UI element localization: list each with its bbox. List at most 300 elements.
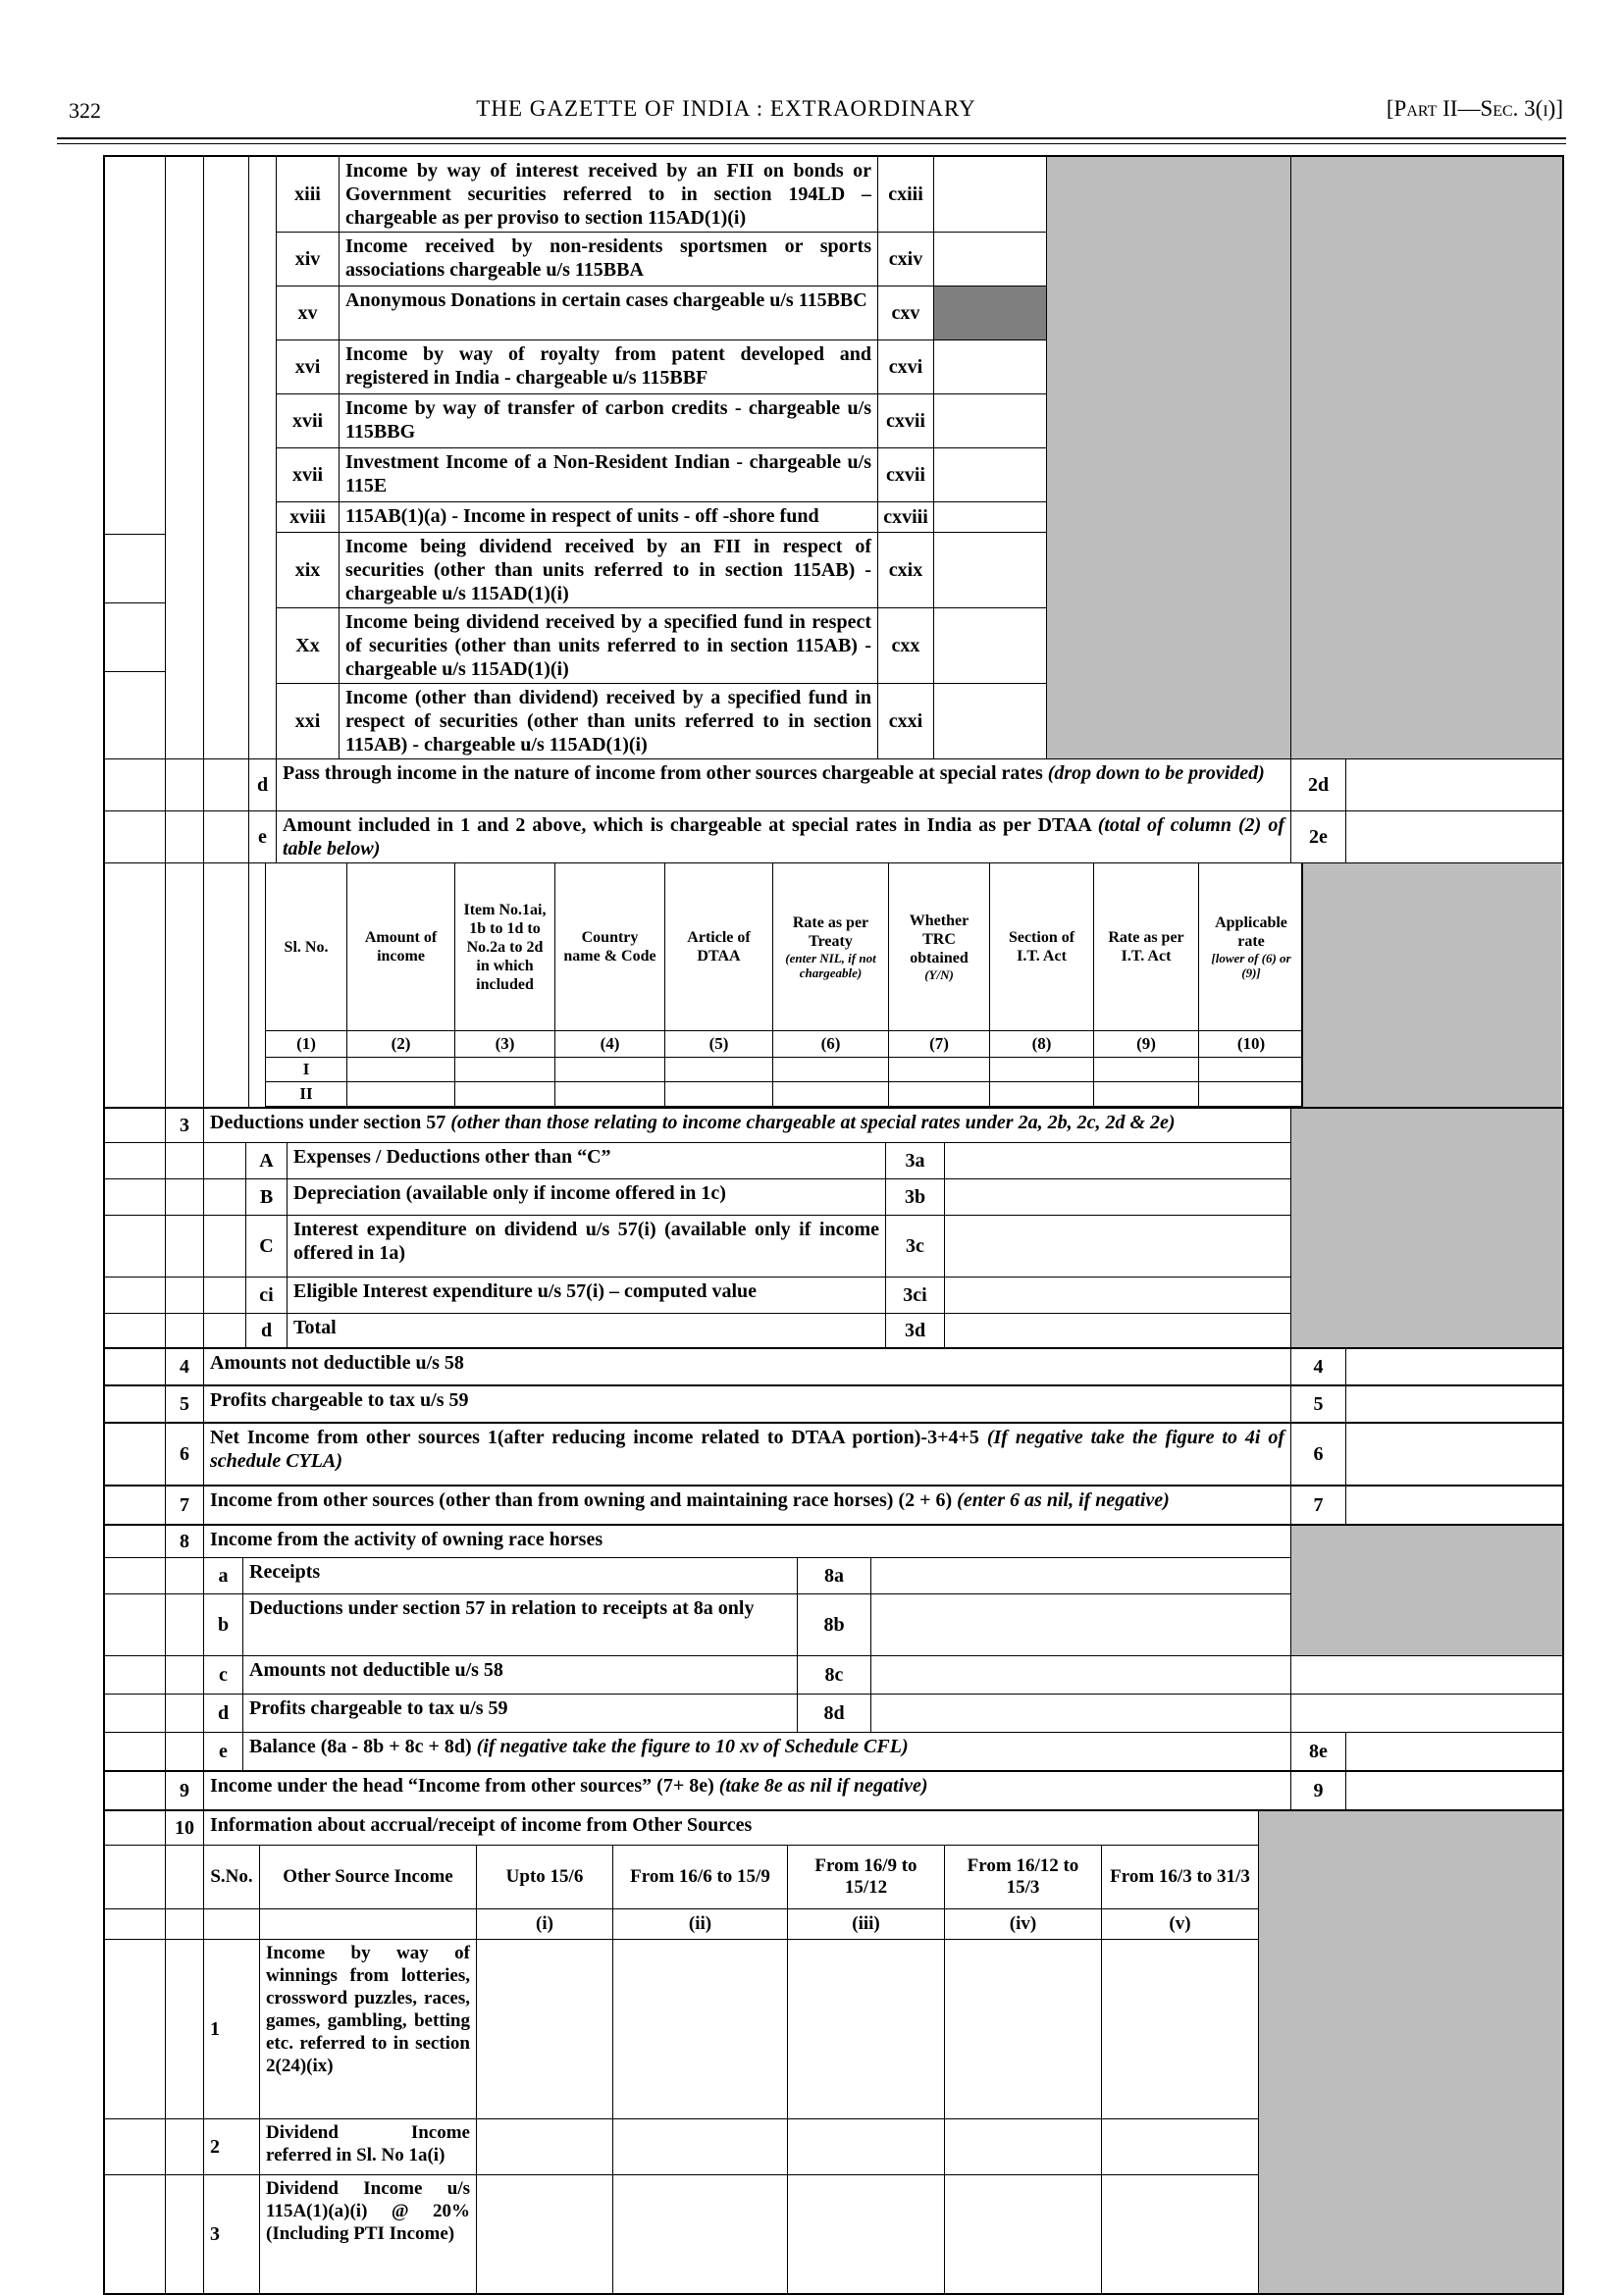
row-code: cxiii (877, 157, 933, 232)
rail-column (203, 1143, 245, 1178)
accrual-col-index: (v) (1101, 1909, 1258, 1939)
accrual-header-row (105, 1845, 1258, 1908)
income-row-xvi (277, 339, 1046, 393)
accrual-col-index: (iv) (944, 1909, 1101, 1939)
row-3c (105, 1215, 1290, 1277)
row-value-cell (933, 340, 1046, 393)
row-value-cell (1345, 811, 1562, 862)
accrual-subheader-row (105, 1908, 1258, 1939)
rail-column (203, 157, 248, 758)
entry-cell (772, 1058, 888, 1081)
dtaa-col-header (772, 863, 888, 1030)
dtaa-col-header (664, 863, 772, 1030)
row-text: Income under the head “Income from other sources” (7+ 8e) (210, 1775, 714, 1797)
outer-margin-column (105, 1143, 165, 1178)
row-description (203, 1349, 1290, 1384)
row-value-cell-shaded (933, 287, 1046, 339)
row-value-cell (870, 1558, 1290, 1593)
outer-margin-column (105, 759, 165, 810)
entry-cell (1198, 1082, 1302, 1106)
section-3-header (105, 1109, 1290, 1142)
outer-margin-column (105, 1216, 165, 1277)
row-label: ci (245, 1278, 287, 1313)
row-description: 115AB(1)(a) - Income in respect of units - off -shore fund (339, 502, 877, 532)
section-title-note: (other than those relating to income chargeable at special rates under 2a, 2b, 2c, 2d & 2e) (450, 1112, 1176, 1133)
col-number: (10) (1198, 1031, 1302, 1057)
accrual-value-cell (476, 2119, 612, 2174)
rail-column (165, 2119, 203, 2174)
accrual-col-header: From 16/6 to 15/9 (612, 1846, 787, 1908)
col-number: (7) (888, 1031, 989, 1057)
row-code: cxv (877, 287, 933, 339)
rail-column (203, 1179, 245, 1215)
dtaa-col-header (454, 863, 554, 1030)
row-value-cell (1345, 1386, 1562, 1422)
row-description (203, 1487, 1290, 1524)
dtaa-entry-row-1 (266, 1057, 1301, 1081)
accrual-col-header: Other Source Income (259, 1846, 476, 1908)
accrual-value-cell (944, 2175, 1101, 2293)
row-value-cell (944, 1216, 1290, 1277)
row-code: 4 (1290, 1349, 1345, 1384)
row-value-cell (1290, 1656, 1562, 1694)
row-description: Dividend Income referred in Sl. No 1a(i) (259, 2119, 476, 2174)
row-code: cxvi (877, 340, 933, 393)
row-text: Net Income from other sources 1(after reducing income related to DTAA portion)-3+4+5 (210, 1427, 979, 1448)
row-label: xxi (294, 709, 321, 732)
accrual-col-index: (i) (476, 1909, 612, 1939)
row-label: d (245, 1314, 287, 1347)
rail-column (165, 1216, 203, 1277)
outer-margin-column (105, 2119, 165, 2174)
rail-column (165, 1656, 203, 1694)
col-number: (9) (1093, 1031, 1198, 1057)
outer-margin-column (105, 1349, 165, 1384)
rail-column (165, 1909, 203, 1939)
row-value-cell (870, 1695, 1290, 1732)
row-4 (105, 1347, 1562, 1384)
accrual-row-3 (105, 2174, 1258, 2293)
row-value-cell (933, 157, 1046, 232)
row-label: b (203, 1594, 242, 1655)
row-description: Eligible Interest expenditure u/s 57(i) – computed value (287, 1278, 885, 1313)
row-description: Amounts not deductible u/s 58 (242, 1656, 797, 1694)
schedule-os-form-table (103, 155, 1564, 2295)
entry-cell (664, 1082, 772, 1106)
shaded-block-divider (1047, 157, 1291, 758)
row-label: xv (297, 301, 318, 324)
row-value-cell (944, 1278, 1290, 1313)
row-code: 8c (797, 1656, 870, 1694)
row-label: a (203, 1558, 242, 1593)
rail-column (165, 811, 203, 862)
entry-cell (454, 1082, 554, 1106)
row-8b (105, 1593, 1290, 1655)
entry-cell (888, 1058, 989, 1081)
entry-cell (454, 1058, 554, 1081)
row-text: Profits chargeable to tax u/s 59 (210, 1389, 469, 1411)
accrual-col-header: S.No. (203, 1846, 259, 1908)
rail-column (165, 1314, 203, 1347)
section-8-rows (105, 1526, 1290, 1655)
row-description: Interest expenditure on dividend u/s 57(i) (available only if income offered in 1a) (287, 1216, 885, 1277)
col-number: (1) (296, 1034, 316, 1053)
row-text: Amount included in 1 and 2 above, which is chargeable at special rates in India as per DTAA (283, 814, 1091, 836)
rail-column (165, 1733, 203, 1770)
row-description: Income by way of transfer of carbon credits - chargeable u/s 115BBG (339, 394, 877, 447)
col-title: Article of DTAA (687, 929, 751, 965)
row-note: (enter 6 as nil, if negative) (957, 1489, 1170, 1511)
shaded-block (1302, 863, 1561, 1107)
row-value-cell (870, 1594, 1290, 1655)
outer-margin-column (105, 1424, 165, 1485)
income-row-xiii (277, 157, 1046, 232)
row-number: 7 (165, 1487, 203, 1524)
row-code: 8d (797, 1695, 870, 1732)
outer-margin-column (105, 157, 165, 758)
row-label: xvi (294, 355, 321, 378)
shaded-block (1290, 1109, 1562, 1347)
entry-cell (989, 1058, 1093, 1081)
income-row-xix (277, 532, 1046, 607)
section-8-header (105, 1526, 1290, 1557)
row-number: 3 (165, 1109, 203, 1142)
accrual-value-cell (944, 2119, 1101, 2174)
row-code: 8a (797, 1558, 870, 1593)
row-code: 2d (1290, 759, 1345, 810)
outer-margin-column (105, 1109, 165, 1142)
row-value-cell (933, 533, 1046, 607)
accrual-value-cell (944, 1940, 1101, 2118)
row-code: cxx (877, 608, 933, 683)
accrual-value-cell (1101, 2119, 1258, 2174)
section-10-header (105, 1811, 1258, 1845)
outer-margin-column (105, 1487, 165, 1524)
special-income-rows (276, 157, 1046, 758)
dtaa-col-header (1093, 863, 1198, 1030)
accrual-col-header: From 16/3 to 31/3 (1101, 1846, 1258, 1908)
row-8c (105, 1655, 1562, 1694)
row-code: 3ci (885, 1278, 944, 1313)
rail-column (165, 1179, 203, 1215)
accrual-col-index: (ii) (612, 1909, 787, 1939)
rail-column (165, 1594, 203, 1655)
row-description: Total (287, 1314, 885, 1347)
outer-margin-column (105, 811, 165, 862)
income-row-xvii-2 (277, 447, 1046, 501)
row-7 (105, 1485, 1562, 1524)
row-description (276, 811, 1290, 862)
row-description: Dividend Income u/s 115A(1)(a)(i) @ 20% (Including PTI Income) (259, 2175, 476, 2293)
page-number: 322 (69, 98, 101, 123)
col-number: (4) (554, 1031, 664, 1057)
outer-margin-column (105, 1594, 165, 1655)
row-description: Receipts (242, 1558, 797, 1593)
row-description (203, 1772, 1290, 1809)
row-code: cxvii (877, 394, 933, 447)
row-code: 7 (1290, 1487, 1345, 1524)
rail-column (165, 1143, 203, 1178)
row-note: (take 8e as nil if negative) (718, 1775, 928, 1797)
accrual-value-cell (787, 2119, 944, 2174)
row-number: 9 (165, 1772, 203, 1809)
col-number: (3) (454, 1031, 554, 1057)
col-title: Section of I.T. Act (1008, 929, 1075, 965)
entry-cell (1093, 1058, 1198, 1081)
row-label: xvii (291, 463, 324, 486)
outer-margin-column (105, 1772, 165, 1809)
entry-cell (664, 1058, 772, 1081)
outer-margin-column (105, 1695, 165, 1732)
outer-margin-column (105, 1733, 165, 1770)
rail-column (203, 1216, 245, 1277)
income-row-xv (277, 286, 1046, 339)
row-number: 5 (165, 1386, 203, 1422)
row-value-cell (1345, 1772, 1562, 1809)
col-title: Item No.1ai, 1b to 1d to No.2a to 2d in which included (463, 901, 547, 993)
row-value-cell (1345, 1349, 1562, 1384)
section-3-rows (105, 1109, 1290, 1347)
rail-column (165, 1846, 203, 1908)
section-title: Income from the activity of owning race horses (203, 1526, 1290, 1557)
section-title (203, 1109, 1290, 1142)
accrual-col-header: Upto 15/6 (476, 1846, 612, 1908)
row-value-cell (1345, 1424, 1562, 1485)
row-description: Income being dividend received by an FII in respect of securities (other than units referred to in section 115AB) - chargeable u/s 115AD(1)(i) (339, 533, 877, 607)
row-number: 3 (203, 2175, 259, 2293)
row-description: Income by way of royalty from patent developed and registered in India - chargeable u/s 115BBF (339, 340, 877, 393)
row-label: xviii (289, 505, 326, 528)
col-title: Country name & Code (563, 929, 656, 965)
accrual-cell (203, 1909, 259, 1939)
row-2d (105, 758, 1562, 810)
row-description: Income by way of interest received by an FII on bonds or Government securities referred to in section 194LD – chargeable as per proviso to section 115AD(1)(i) (339, 157, 877, 232)
rail-column (203, 863, 248, 1107)
outer-margin-column (105, 1526, 165, 1557)
row-3d (105, 1313, 1290, 1347)
page-header (0, 94, 1624, 130)
rail-column (165, 1940, 203, 2118)
row-description: Income received by non-residents sportsmen or sports associations chargeable u/s 115BBA (339, 233, 877, 286)
rail-column (165, 1695, 203, 1732)
row-code: 3a (885, 1143, 944, 1178)
row-text: Pass through income in the nature of income from other sources chargeable at special rates (283, 762, 1043, 784)
row-code: cxiv (877, 233, 933, 286)
dtaa-col-header (346, 863, 454, 1030)
outer-margin-column (105, 1314, 165, 1347)
col-number: (6) (772, 1031, 888, 1057)
income-row-xxi (277, 683, 1046, 758)
dtaa-col-header (1198, 863, 1302, 1030)
row-number: 6 (165, 1424, 203, 1485)
row-number: 10 (165, 1811, 203, 1845)
col-number: (5) (664, 1031, 772, 1057)
row-value-cell (933, 448, 1046, 501)
entry-cell (554, 1082, 664, 1106)
row-label: xiv (294, 247, 321, 270)
row-description: Income being dividend received by a specified fund in respect of securities (other than units referred to in section 115AB) - chargeable u/s 115AD(1)(i) (339, 608, 877, 683)
row-code: 5 (1290, 1386, 1345, 1422)
accrual-value-cell (787, 2175, 944, 2293)
accrual-value-cell (476, 2175, 612, 2293)
special-income-section (105, 157, 1562, 758)
row-number: 1 (203, 1940, 259, 2118)
entry-label: II (299, 1084, 313, 1103)
row-label: c (203, 1656, 242, 1694)
row-note: (if negative take the figure to 10 xv of Schedule CFL) (476, 1736, 909, 1757)
row-value-cell (944, 1179, 1290, 1215)
accrual-value-cell (476, 1940, 612, 2118)
dtaa-entry-row-2 (266, 1081, 1301, 1106)
row-code: 3d (885, 1314, 944, 1347)
shaded-block (1046, 157, 1562, 758)
row-description: Expenses / Deductions other than “C” (287, 1143, 885, 1178)
section-8-top (105, 1524, 1562, 1655)
rail-column (165, 157, 203, 758)
row-description: Anonymous Donations in certain cases chargeable u/s 115BBC (339, 287, 877, 339)
row-value-cell (1345, 759, 1562, 810)
entry-label: I (302, 1060, 310, 1078)
col-title: Applicable rate (1215, 914, 1287, 950)
row-value-cell (933, 684, 1046, 758)
col-note: (enter NIL, if not chargeable) (785, 951, 876, 980)
row-description: Deductions under section 57 in relation to receipts at 8a only (242, 1594, 797, 1655)
section-3 (105, 1107, 1562, 1347)
row-description: Income (other than dividend) received by a specified fund in respect of securities (other than units referred to in section 115AB) - chargeable u/s 115AD(1)(i) (339, 684, 877, 758)
dtaa-table-section (105, 862, 1562, 1107)
entry-cell (989, 1082, 1093, 1106)
row-value-cell (933, 233, 1046, 286)
row-value-cell (870, 1656, 1290, 1694)
accrual-col-header: From 16/12 to 15/3 (944, 1846, 1101, 1908)
row-value-cell (944, 1314, 1290, 1347)
row-code: 8e (1290, 1733, 1345, 1770)
row-label: e (248, 811, 276, 862)
outer-margin-column (105, 1278, 165, 1313)
income-row-xx (277, 607, 1046, 683)
page-part-label: [Part II—Sec. 3(i)] (1386, 96, 1563, 121)
row-code: cxvii (877, 448, 933, 501)
row-code: 3c (885, 1216, 944, 1277)
row-label: d (203, 1695, 242, 1732)
accrual-col-header: From 16/9 to 15/12 (787, 1846, 944, 1908)
outer-margin-column (105, 1846, 165, 1908)
row-code: cxviii (877, 502, 933, 532)
col-number: (8) (989, 1031, 1093, 1057)
rail-column (203, 1278, 245, 1313)
row-number: 8 (165, 1526, 203, 1557)
col-title: Whether TRC obtained (909, 913, 969, 966)
row-code: cxxi (877, 684, 933, 758)
accrual-cell (259, 1909, 476, 1939)
accrual-value-cell (1101, 1940, 1258, 2118)
row-9 (105, 1770, 1562, 1809)
outer-margin-column (105, 1909, 165, 1939)
accrual-row-2 (105, 2118, 1258, 2174)
row-value-cell (1290, 1695, 1562, 1732)
row-number: 4 (165, 1349, 203, 1384)
row-description (276, 759, 1290, 810)
accrual-value-cell (1101, 2175, 1258, 2293)
dtaa-col-header (554, 863, 664, 1030)
row-label: C (245, 1216, 287, 1277)
row-value-cell (944, 1143, 1290, 1178)
entry-cell (888, 1082, 989, 1106)
row-value-cell (1345, 1487, 1562, 1524)
header-divider (57, 137, 1566, 144)
entry-cell (346, 1082, 454, 1106)
row-8d (105, 1694, 1562, 1732)
shaded-block (1258, 1811, 1562, 2293)
row-8a (105, 1557, 1290, 1593)
row-6 (105, 1422, 1562, 1485)
entry-cell (554, 1058, 664, 1081)
dtaa-table (265, 862, 1302, 1107)
row-3b (105, 1178, 1290, 1215)
row-description (203, 1386, 1290, 1422)
outer-margin-column (105, 863, 165, 1107)
row-note: (total of column (2) of table below) (283, 814, 1284, 860)
margin-band (105, 157, 165, 535)
col-title: Rate as per I.T. Act (1108, 929, 1184, 965)
rail-column (165, 1278, 203, 1313)
entry-cell (1093, 1082, 1198, 1106)
accrual-value-cell (787, 1940, 944, 2118)
row-code: cxix (877, 533, 933, 607)
row-label: xvii (291, 409, 324, 432)
row-description (203, 1424, 1290, 1485)
rail-column (248, 863, 266, 1107)
rail-column (165, 863, 203, 1107)
income-row-xviii (277, 501, 1046, 532)
outer-margin-column (105, 1811, 165, 1845)
section-title-text: Deductions under section 57 (210, 1112, 446, 1133)
row-description: Income by way of winnings from lotteries, crossword puzzles, races, games, gambling, betting etc. referred to in section 2(24)(ix) (259, 1940, 476, 2118)
row-description (242, 1733, 1290, 1770)
accrual-row-1 (105, 1939, 1258, 2118)
row-label: d (248, 759, 276, 810)
row-text: Balance (8a - 8b + 8c + 8d) (249, 1736, 472, 1757)
rail-column (248, 157, 276, 758)
accrual-value-cell (612, 1940, 787, 2118)
row-3ci (105, 1277, 1290, 1313)
rail-column (203, 759, 248, 810)
col-note: (Y/N) (924, 967, 954, 982)
section-title: Information about accrual/receipt of income from Other Sources (203, 1811, 1258, 1845)
dtaa-col-header (266, 863, 346, 1030)
row-5 (105, 1384, 1562, 1422)
row-8e (105, 1732, 1562, 1770)
outer-margin-column (105, 1656, 165, 1694)
dtaa-col-header (989, 863, 1093, 1030)
outer-margin-column (105, 1940, 165, 2118)
section-10-rows (105, 1811, 1258, 2293)
col-title: Amount of income (364, 929, 438, 965)
rail-column (165, 1558, 203, 1593)
row-2e (105, 810, 1562, 862)
rail-column (203, 1314, 245, 1347)
rail-column (165, 759, 203, 810)
row-code: 3b (885, 1179, 944, 1215)
row-note: (If negative take the figure to 4i of schedule CYLA) (210, 1427, 1284, 1472)
col-title: Rate as per Treaty (792, 914, 869, 950)
income-row-xiv (277, 232, 1046, 286)
row-label: B (245, 1179, 287, 1215)
outer-margin-column (105, 2175, 165, 2293)
col-title: Sl. No. (284, 938, 329, 956)
row-label: A (245, 1143, 287, 1178)
row-value-cell (933, 502, 1046, 532)
